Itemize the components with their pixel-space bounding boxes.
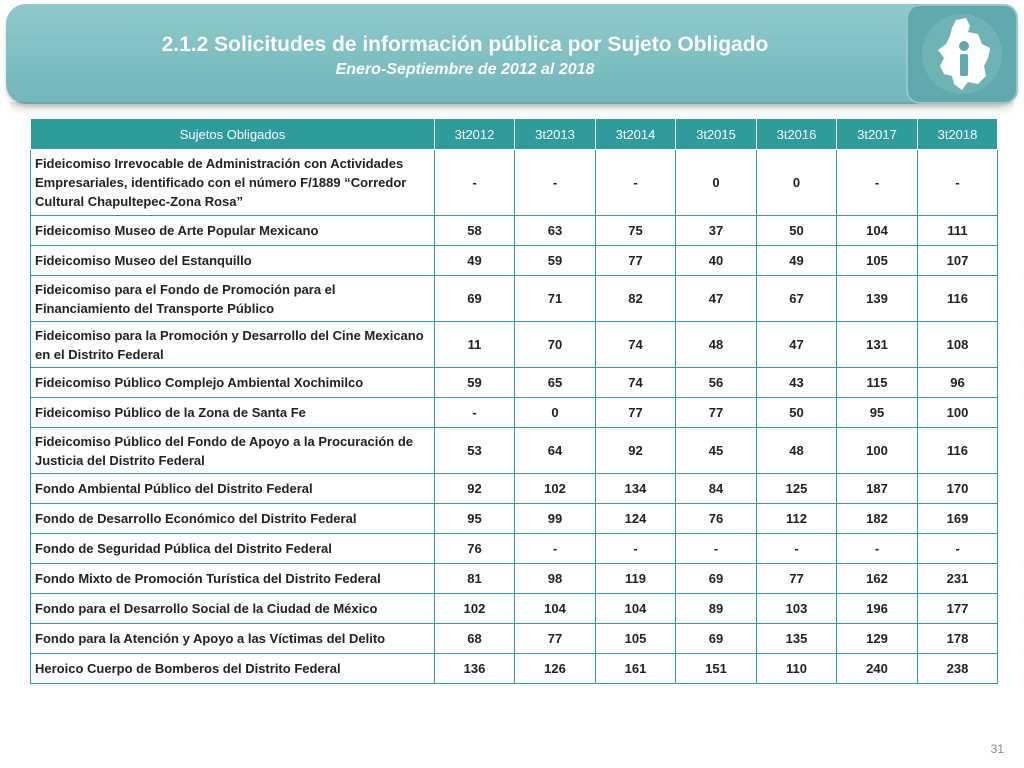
table-cell: 95	[837, 398, 918, 428]
table-cell: 104	[837, 216, 918, 246]
table-cell: 126	[515, 654, 596, 684]
table-cell: 71	[515, 276, 596, 322]
column-header-3t2016: 3t2016	[757, 119, 837, 150]
table-cell: 69	[676, 624, 757, 654]
page-title: 2.1.2 Solicitudes de información pública por Sujeto Obligado	[161, 33, 769, 56]
table-cell: 98	[515, 564, 596, 594]
table-cell: 47	[757, 322, 837, 368]
table-row	[31, 398, 998, 428]
row-label: Fondo para la Atención y Apoyo a las Víctimas del Delito	[31, 624, 435, 654]
page-number: 31	[990, 742, 1004, 756]
table-cell: 125	[757, 474, 837, 504]
table-cell: 49	[435, 246, 515, 276]
table-cell: 48	[676, 322, 757, 368]
table-row	[31, 654, 998, 684]
table-cell: 102	[515, 474, 596, 504]
table-cell: 102	[435, 594, 515, 624]
column-header-3t2018: 3t2018	[918, 119, 998, 150]
table-row	[31, 564, 998, 594]
row-label: Fideicomiso para el Fondo de Promoción para el Financiamiento del Transporte Público	[31, 276, 435, 322]
table-cell: 53	[435, 428, 515, 474]
banner-shadow	[10, 102, 1014, 116]
table-cell: 0	[757, 150, 837, 216]
table-cell: 104	[515, 594, 596, 624]
table-cell: 95	[435, 504, 515, 534]
table-cell: 161	[596, 654, 676, 684]
table-cell: 74	[596, 322, 676, 368]
table-cell: 162	[837, 564, 918, 594]
table-cell: 69	[676, 564, 757, 594]
table-cell: 100	[918, 398, 998, 428]
column-header-3t2014: 3t2014	[596, 119, 676, 150]
table-cell: 77	[515, 624, 596, 654]
row-label: Heroico Cuerpo de Bomberos del Distrito Federal	[31, 654, 435, 684]
table-cell: 59	[515, 246, 596, 276]
cdmx-map-info-icon	[906, 4, 1018, 104]
data-table	[30, 118, 998, 684]
column-header-3t2013: 3t2013	[515, 119, 596, 150]
row-label: Fideicomiso Irrevocable de Administración con Actividades Empresariales, identificado con el número F/1889 “Corredor Cultural Chapultepec-Zona Rosa”	[31, 150, 435, 216]
table-cell: 0	[676, 150, 757, 216]
table-cell: 48	[757, 428, 837, 474]
table-cell: 107	[918, 246, 998, 276]
row-label: Fideicomiso Museo de Arte Popular Mexicano	[31, 216, 435, 246]
table-cell: 50	[757, 398, 837, 428]
table-cell: 67	[757, 276, 837, 322]
table-cell: 112	[757, 504, 837, 534]
table-cell: 65	[515, 368, 596, 398]
table-row	[31, 534, 998, 564]
table-cell: 139	[837, 276, 918, 322]
table-cell: 50	[757, 216, 837, 246]
row-label: Fideicomiso para la Promoción y Desarrollo del Cine Mexicano en el Distrito Federal	[31, 322, 435, 368]
table-cell: 77	[596, 398, 676, 428]
table-cell: -	[596, 150, 676, 216]
table-cell: 89	[676, 594, 757, 624]
table-row	[31, 276, 998, 322]
column-header-3t2017: 3t2017	[837, 119, 918, 150]
table-cell: 105	[837, 246, 918, 276]
row-label: Fideicomiso Público Complejo Ambiental Xochimilco	[31, 368, 435, 398]
table-cell: -	[837, 150, 918, 216]
table-cell: 11	[435, 322, 515, 368]
table-cell: 49	[757, 246, 837, 276]
table-cell: 74	[596, 368, 676, 398]
table-row	[31, 428, 998, 474]
table-cell: 45	[676, 428, 757, 474]
table-cell: 169	[918, 504, 998, 534]
table-row	[31, 216, 998, 246]
table-row	[31, 624, 998, 654]
table-cell: -	[515, 534, 596, 564]
page-subtitle: Enero-Septiembre de 2012 al 2018	[335, 61, 595, 78]
table-cell: 47	[676, 276, 757, 322]
table-cell: 96	[918, 368, 998, 398]
table-cell: 77	[757, 564, 837, 594]
row-label: Fondo Ambiental Público del Distrito Federal	[31, 474, 435, 504]
table-cell: 178	[918, 624, 998, 654]
table-cell: -	[515, 150, 596, 216]
table-cell: 115	[837, 368, 918, 398]
table-cell: 64	[515, 428, 596, 474]
table-cell: 100	[837, 428, 918, 474]
table-cell: 92	[596, 428, 676, 474]
row-label: Fideicomiso Museo del Estanquillo	[31, 246, 435, 276]
table-cell: 116	[918, 276, 998, 322]
table-cell: 69	[435, 276, 515, 322]
table-cell: 82	[596, 276, 676, 322]
table-cell: 238	[918, 654, 998, 684]
table-cell: 240	[837, 654, 918, 684]
table-cell: 103	[757, 594, 837, 624]
row-label: Fondo Mixto de Promoción Turística del Distrito Federal	[31, 564, 435, 594]
table-cell: 58	[435, 216, 515, 246]
table-cell: 151	[676, 654, 757, 684]
table-cell: 99	[515, 504, 596, 534]
column-header-3t2015: 3t2015	[676, 119, 757, 150]
table-cell: 111	[918, 216, 998, 246]
table-cell: 75	[596, 216, 676, 246]
table-cell: 81	[435, 564, 515, 594]
table-cell: -	[676, 534, 757, 564]
row-label: Fondo de Desarrollo Económico del Distrito Federal	[31, 504, 435, 534]
table-cell: 119	[596, 564, 676, 594]
row-label: Fondo para el Desarrollo Social de la Ciudad de México	[31, 594, 435, 624]
row-label: Fideicomiso Público de la Zona de Santa Fe	[31, 398, 435, 428]
table-row	[31, 368, 998, 398]
table-cell: 116	[918, 428, 998, 474]
table-cell: -	[435, 150, 515, 216]
table-cell: 187	[837, 474, 918, 504]
table-cell: 129	[837, 624, 918, 654]
table-cell: 182	[837, 504, 918, 534]
column-header-3t2012: 3t2012	[435, 119, 515, 150]
row-label: Fideicomiso Público del Fondo de Apoyo a la Procuración de Justicia del Distrito Federal	[31, 428, 435, 474]
table-cell: -	[918, 150, 998, 216]
table-cell: 70	[515, 322, 596, 368]
table-cell: 77	[596, 246, 676, 276]
table-cell: -	[757, 534, 837, 564]
row-label: Fondo de Seguridad Pública del Distrito Federal	[31, 534, 435, 564]
table-cell: 135	[757, 624, 837, 654]
table-cell: 40	[676, 246, 757, 276]
table-cell: 131	[837, 322, 918, 368]
table-cell: 136	[435, 654, 515, 684]
table-cell: 76	[676, 504, 757, 534]
table-cell: 43	[757, 368, 837, 398]
table-cell: -	[596, 534, 676, 564]
table-cell: 105	[596, 624, 676, 654]
table-cell: 76	[435, 534, 515, 564]
table-cell: 110	[757, 654, 837, 684]
table-row	[31, 246, 998, 276]
table-row	[31, 322, 998, 368]
table-row	[31, 474, 998, 504]
table-cell: 108	[918, 322, 998, 368]
table-cell: 68	[435, 624, 515, 654]
table-row	[31, 594, 998, 624]
table-cell: 196	[837, 594, 918, 624]
table-row	[31, 150, 998, 216]
table-cell: -	[837, 534, 918, 564]
table-cell: 59	[435, 368, 515, 398]
table-cell: -	[435, 398, 515, 428]
table-cell: -	[918, 534, 998, 564]
table-cell: 124	[596, 504, 676, 534]
column-header-sujetos: Sujetos Obligados	[31, 119, 435, 150]
table-cell: 37	[676, 216, 757, 246]
table-cell: 177	[918, 594, 998, 624]
table-cell: 134	[596, 474, 676, 504]
table-cell: 104	[596, 594, 676, 624]
table-cell: 92	[435, 474, 515, 504]
table-cell: 63	[515, 216, 596, 246]
table-cell: 77	[676, 398, 757, 428]
table-cell: 84	[676, 474, 757, 504]
table-row	[31, 504, 998, 534]
table-body	[31, 150, 998, 684]
table-cell: 0	[515, 398, 596, 428]
table-cell: 170	[918, 474, 998, 504]
table-cell: 56	[676, 368, 757, 398]
table-header-row	[31, 119, 998, 150]
logo	[906, 4, 1018, 104]
table-cell: 231	[918, 564, 998, 594]
